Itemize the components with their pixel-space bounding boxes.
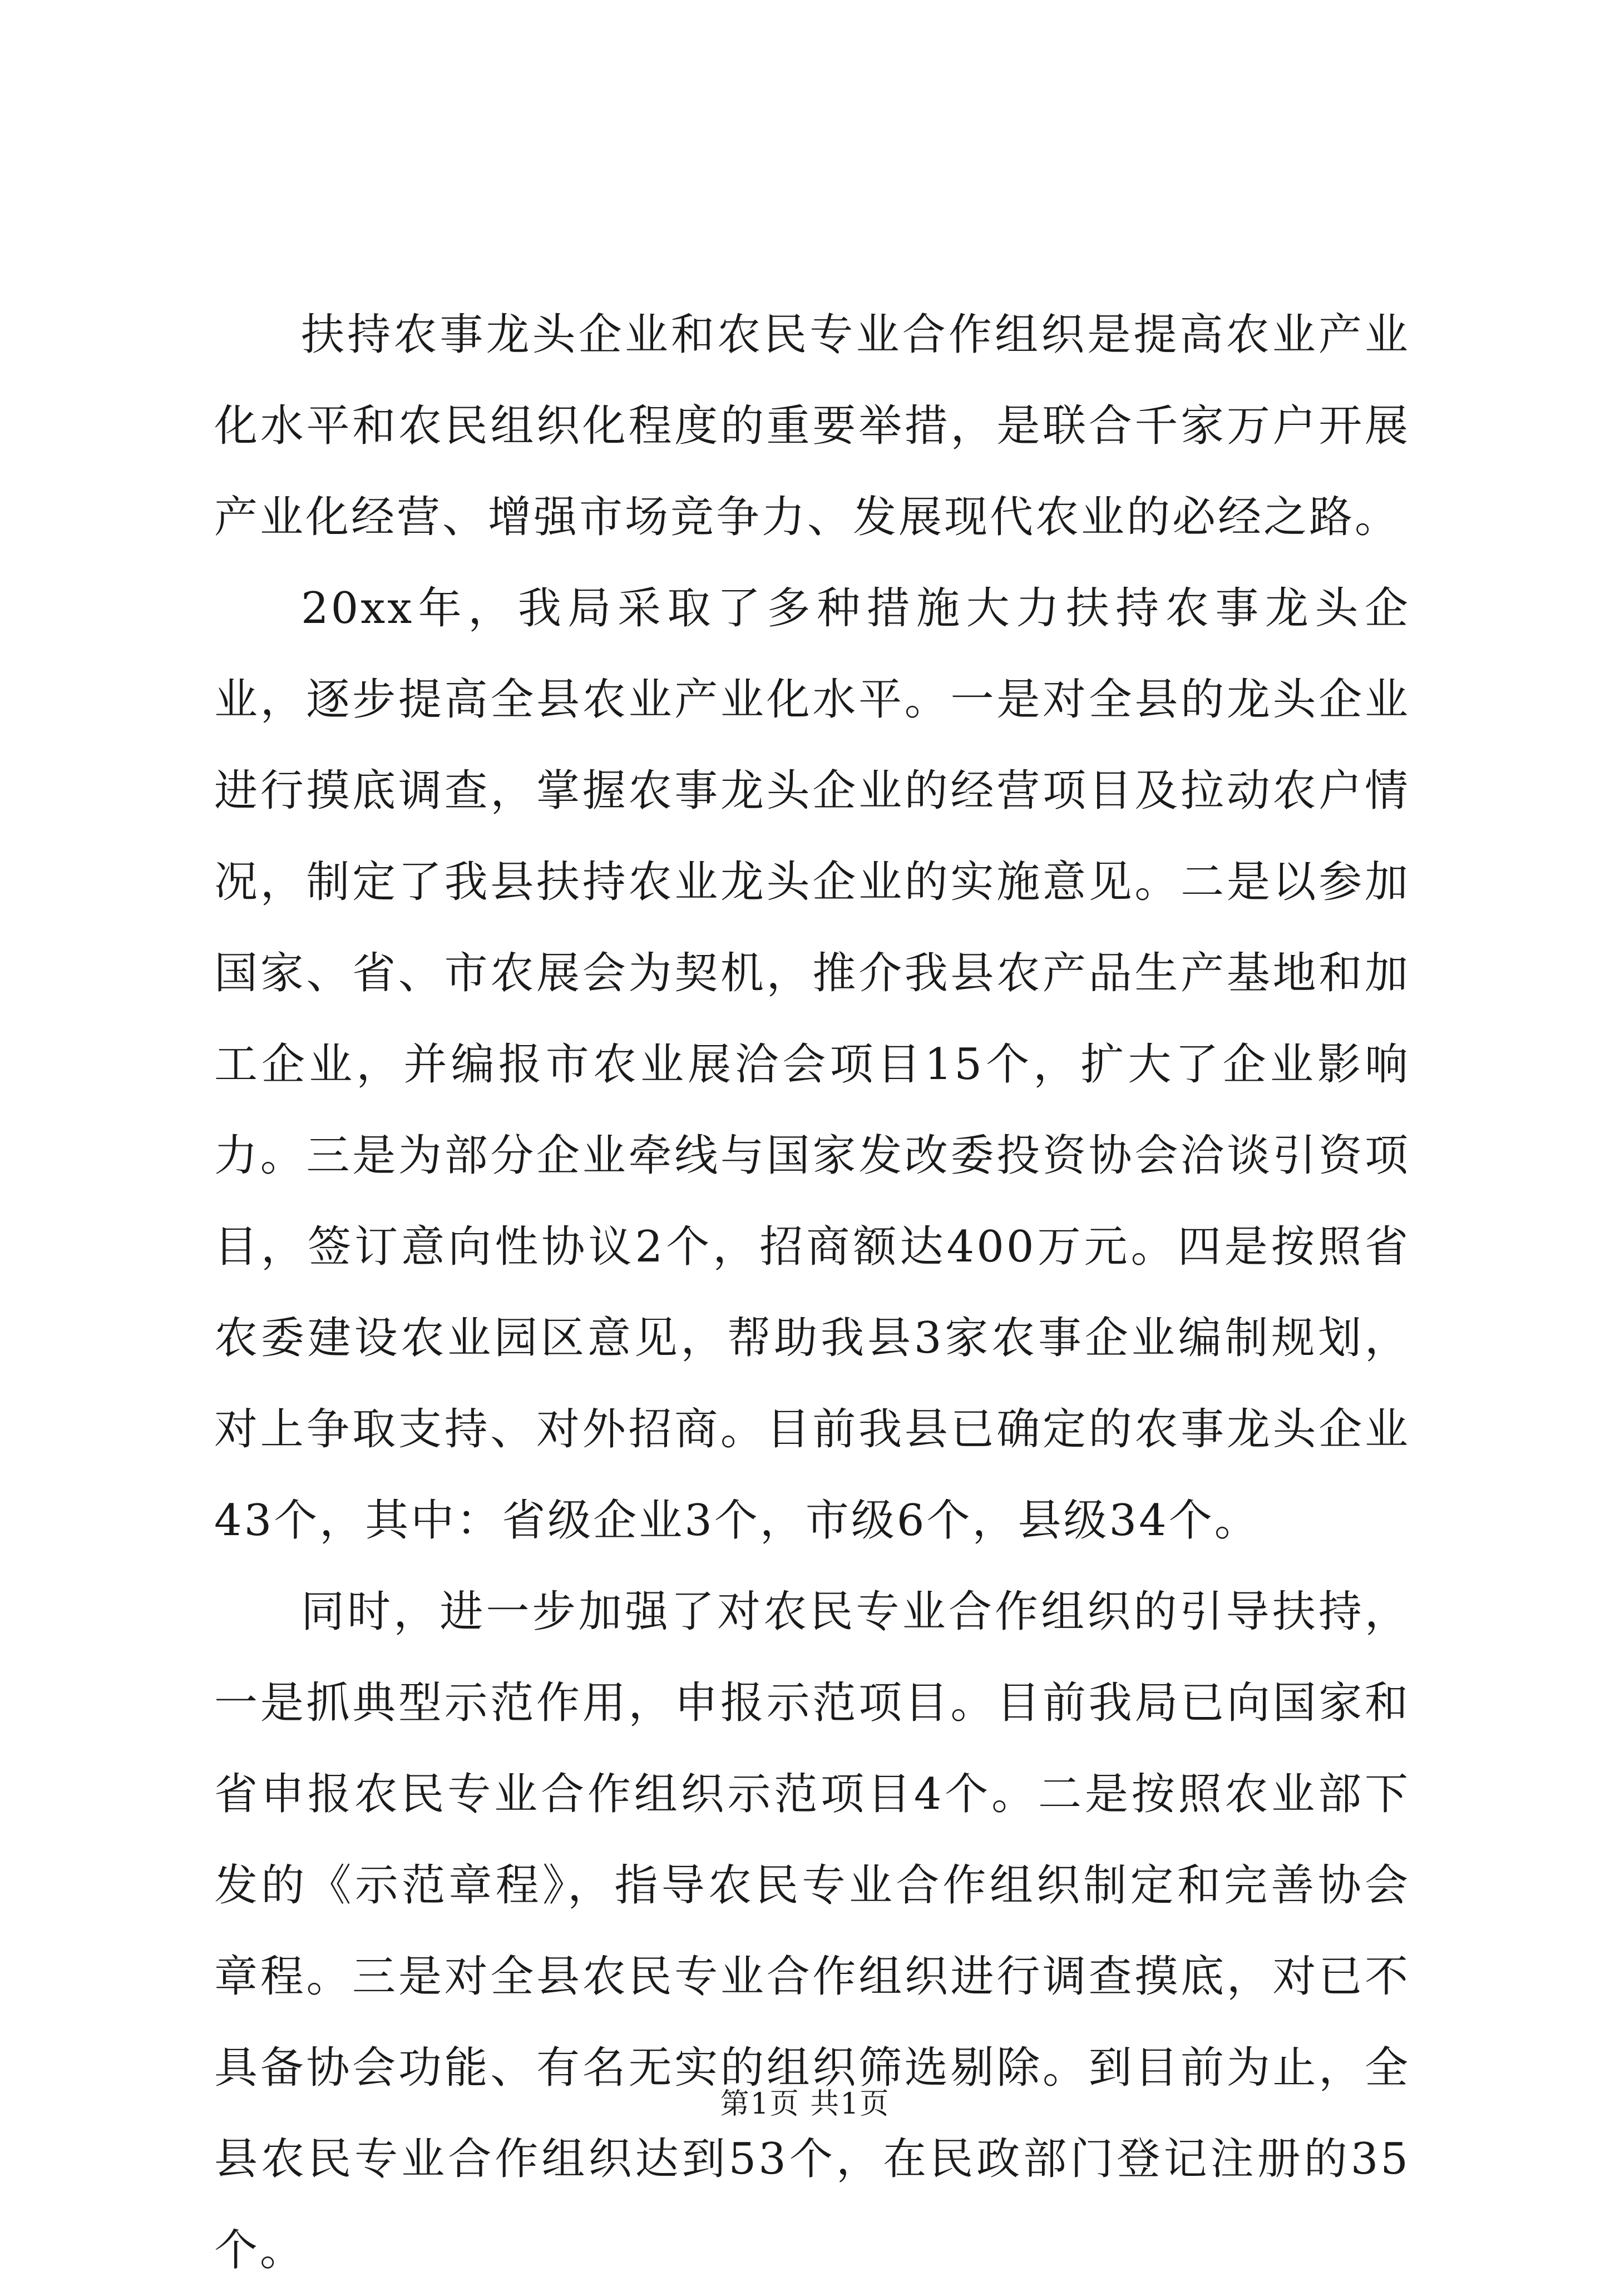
paragraph-leading-enterprises: 20xx年，我局采取了多种措施大力扶持农事龙头企业，逐步提高全县农业产业化水平。一是对全县的龙头企业进行摸底调查，掌握农事龙头企业的经营项目及拉动农户情况，制定了我县扶持农业龙头企业的实施意见。二是以参加国家、省、市农展会为契机，推介我县农产品生产基地和加工企业，并编报市农业展洽会项目15个，扩大了企业影响力。三是为部分企业牵线与国家发改委投资协会洽谈引资项目，签订意向性协议2个，招商额达400万元。四是按照省农委建设农业园区意见，帮助我县3家农事企业编制规划，对上争取支持、对外招商。目前我县已确定的农事龙头企业43个，其中：省级企业3个，市级6个，县级34个。 (214, 583, 1410, 1546)
document-body (214, 289, 1410, 2296)
page-footer: 第1页 共1页 (720, 2087, 890, 2121)
paragraph-intro: 扶持农事龙头企业和农民专业合作组织是提高农业产业化水平和农民组织化程度的重要举措，是联合千家万户开展产业化经营、增强市场竞争力、发展现代农业的必经之路。 (214, 310, 1410, 542)
paragraph-cooperatives: 同时，进一步加强了对农民专业合作组织的引导扶持，一是抓典型示范作用，申报示范项目。目前我局已向国家和省申报农民专业合作组织示范项目4个。二是按照农业部下发的《示范章程》，指导农民专业合作组织制定和完善协会章程。三是对全县农民专业合作组织进行调查摸底，对已不具备协会功能、有名无实的组织筛选剔除。到目前为止，全县农民专业合作组织达到53个，在民政部门登记注册的35个。 (214, 1587, 1410, 2275)
